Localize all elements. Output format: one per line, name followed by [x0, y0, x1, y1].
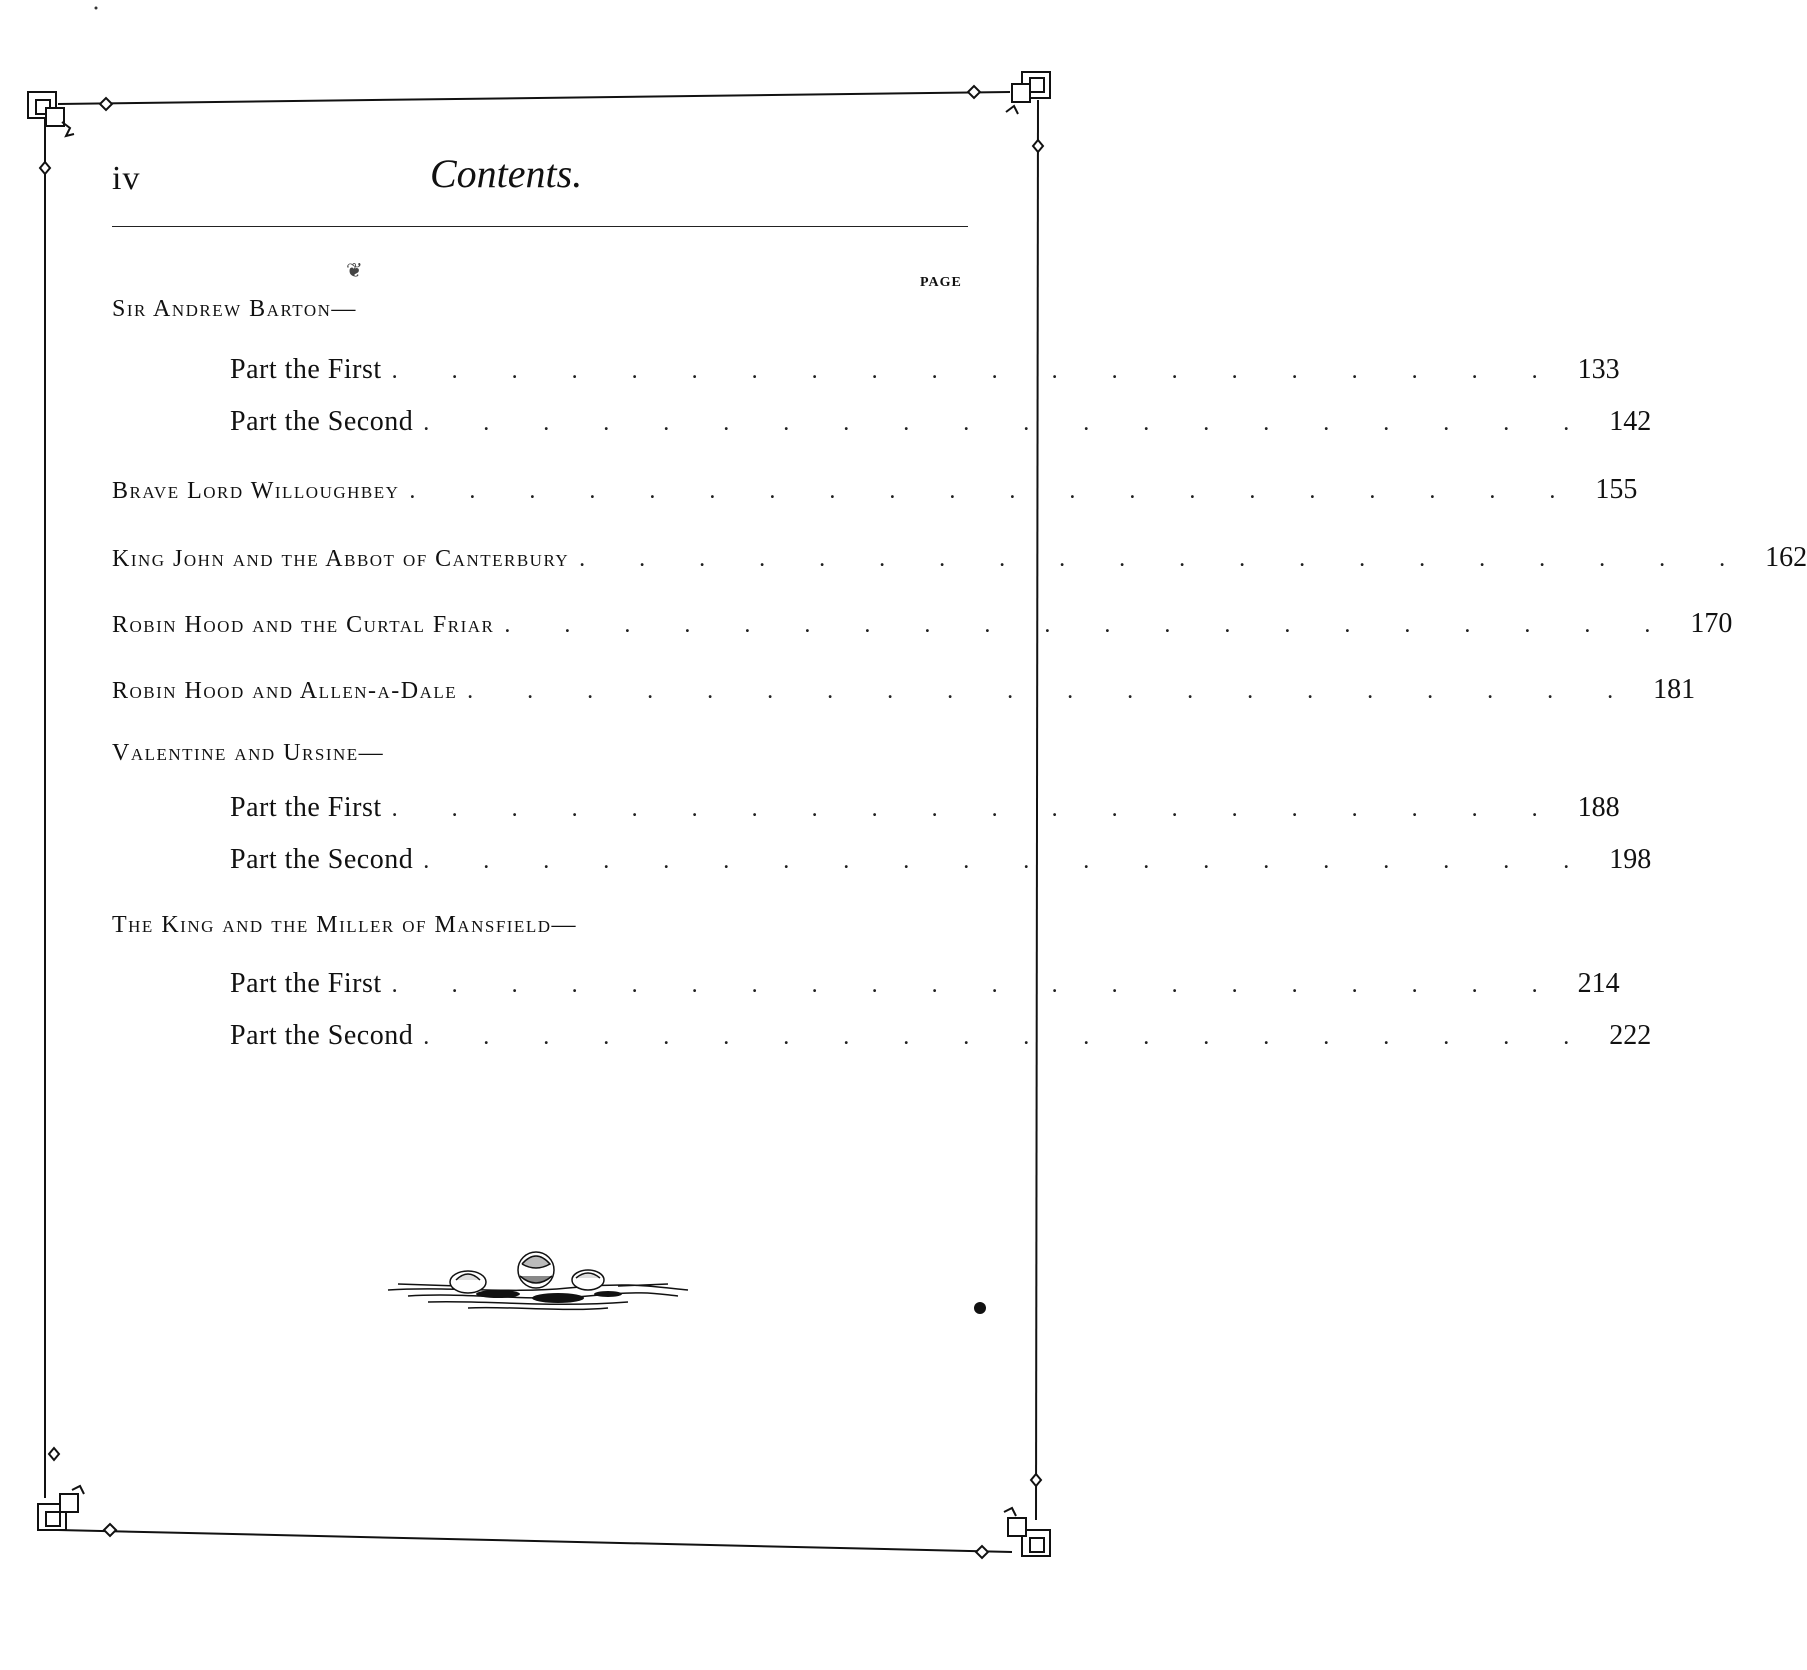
toc-entry-title: Part the First	[230, 354, 382, 385]
page-number: iv	[112, 160, 141, 197]
toc-entry-title: Brave Lord Willoughbey	[112, 478, 400, 504]
toc-entry-title: King John and the Abbot of Canterbury	[112, 546, 570, 572]
toc-entry-title: Robin Hood and Allen-a-Dale	[112, 678, 458, 704]
toc-entry[interactable]	[112, 474, 1638, 518]
dot-leader: . . . . . . . . . . . . . . . . . . . .	[391, 796, 1562, 822]
toc-heading-sir-andrew-barton: Sir Andrew Barton—	[112, 296, 357, 322]
toc-page-number: 222	[1609, 1020, 1652, 1051]
toc-entry[interactable]	[230, 354, 1620, 398]
toc-entry[interactable]	[230, 792, 1620, 836]
toc-entry-title: Part the First	[230, 792, 382, 823]
toc-entry-title: Robin Hood and the Curtal Friar	[112, 612, 495, 638]
corner-ornament-bottom-right	[976, 1474, 1050, 1558]
corner-ornament-bottom-left	[38, 1448, 116, 1536]
title-rule	[112, 226, 968, 227]
water-lily-tailpiece-icon	[388, 1246, 688, 1336]
toc-entry[interactable]	[230, 844, 1652, 888]
toc-entry-title: Part the Second	[230, 844, 414, 875]
dot-leader: . . . . . . . . . . . . . . . . . . . .	[423, 848, 1594, 874]
dot-leader: . . . . . . . . . . . . . . . . . . . .	[391, 358, 1562, 384]
toc-page-number: 142	[1609, 406, 1652, 437]
toc-heading-king-and-miller: The King and the Miller of Mansfield—	[112, 912, 577, 938]
dot-leader: . . . . . . . . . . . . . . . . . . . .	[579, 546, 1750, 572]
dot-leader: . . . . . . . . . . . . . . . . . . . .	[423, 1024, 1594, 1050]
toc-entry[interactable]	[230, 968, 1620, 1012]
toc-entry[interactable]	[230, 406, 1652, 450]
toc-page-number: 181	[1653, 674, 1696, 705]
page-title: Contents.	[430, 151, 583, 196]
toc-entry[interactable]	[230, 1020, 1652, 1064]
fleuron-ornament: ❦	[346, 260, 363, 282]
toc-page-number: 133	[1577, 354, 1620, 385]
dot-leader: . . . . . . . . . . . . . . . . . . . .	[391, 972, 1562, 998]
toc-entry[interactable]	[112, 608, 1733, 652]
toc-page-number: 214	[1577, 968, 1620, 999]
toc-heading-valentine-and-ursine: Valentine and Ursine—	[112, 740, 385, 766]
dot-leader: . . . . . . . . . . . . . . . . . . . .	[504, 612, 1675, 638]
page-column-label: PAGE	[920, 275, 962, 290]
toc-entry-title: Part the Second	[230, 406, 414, 437]
toc-page-number: 162	[1765, 542, 1807, 573]
dot-leader: . . . . . . . . . . . . . . . . . . . .	[409, 478, 1580, 504]
dot-leader: . . . . . . . . . . . . . . . . . . . .	[423, 410, 1594, 436]
toc-entry[interactable]	[112, 542, 1807, 586]
dot-leader: . . . . . . . . . . . . . . . . . . . .	[467, 678, 1638, 704]
toc-page-number: 155	[1595, 474, 1638, 505]
toc-page-number: 198	[1609, 844, 1652, 875]
toc-entry-title: Part the Second	[230, 1020, 414, 1051]
toc-page-number: 170	[1690, 608, 1733, 639]
toc-entry[interactable]	[112, 674, 1696, 718]
toc-entry-title: Part the First	[230, 968, 382, 999]
toc-page-number: 188	[1577, 792, 1620, 823]
